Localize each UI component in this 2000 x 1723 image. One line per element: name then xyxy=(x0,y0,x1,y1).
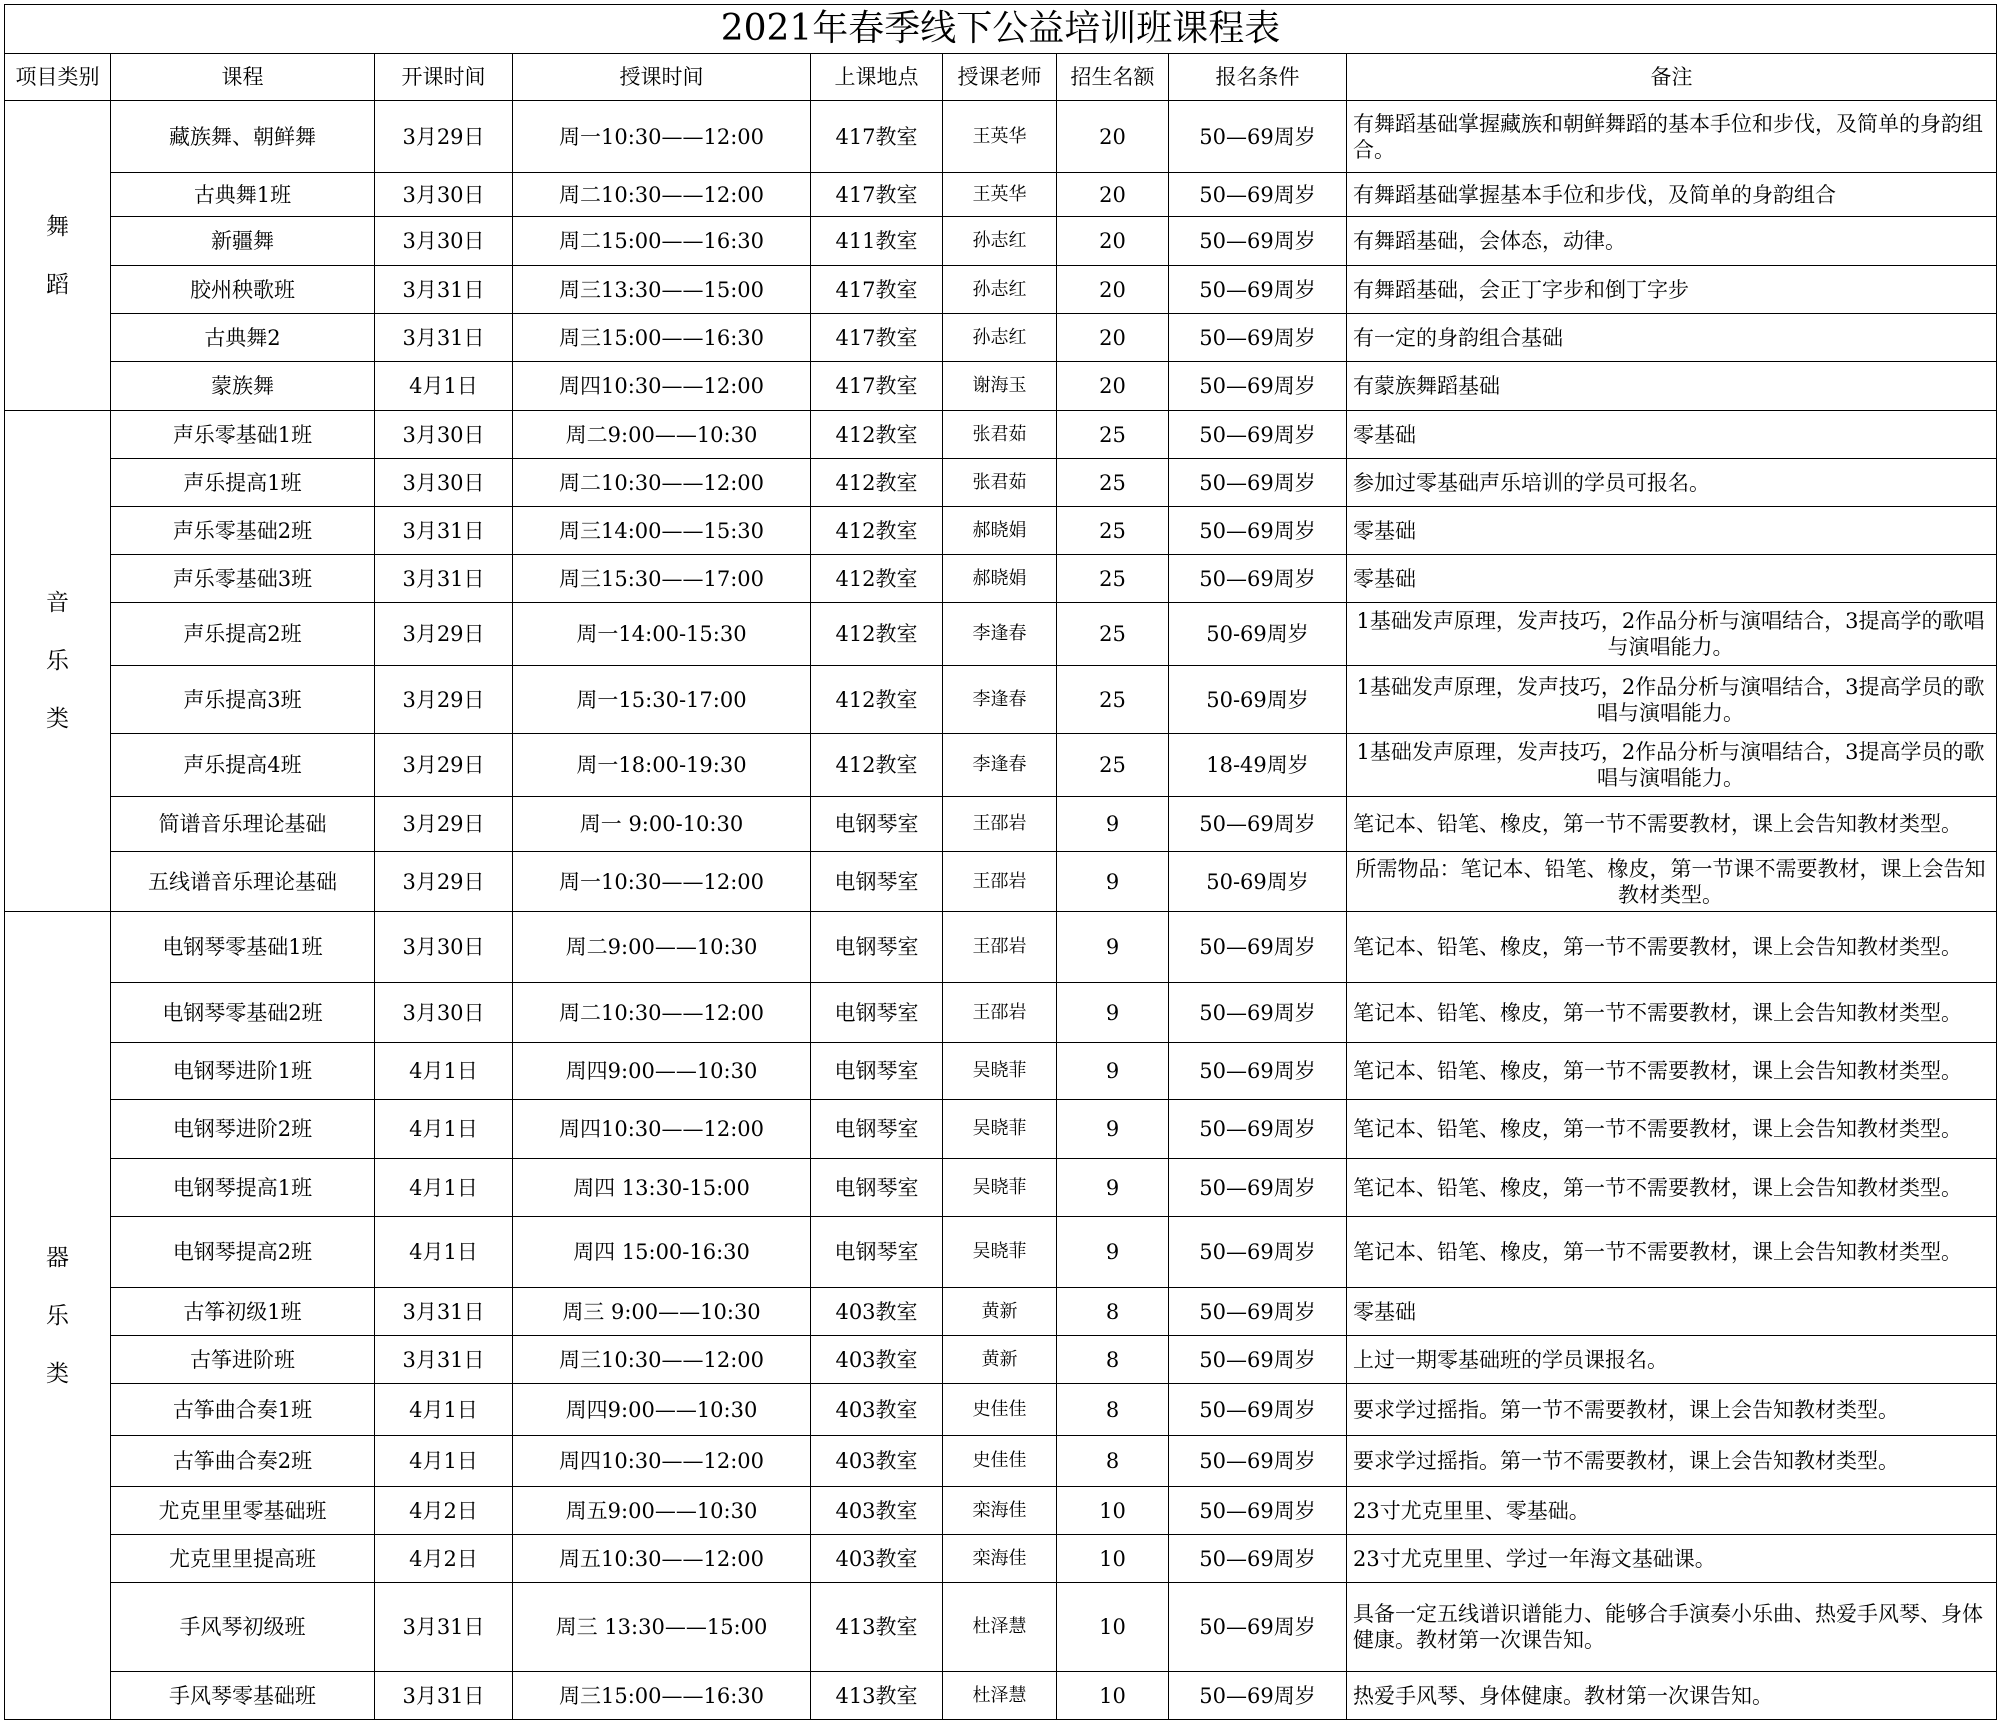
teacher-cell: 李逢春 xyxy=(943,734,1057,797)
quota-cell: 20 xyxy=(1057,217,1169,266)
class-time-cell: 周四10:30——12:00 xyxy=(513,362,811,411)
class-time-cell: 周三15:00——16:30 xyxy=(513,314,811,362)
table-row xyxy=(5,1159,1997,1217)
start-date-cell: 3月30日 xyxy=(375,912,513,983)
location-cell: 417教室 xyxy=(811,314,943,362)
schedule-sheet xyxy=(4,4,1996,1720)
quota-cell: 8 xyxy=(1057,1336,1169,1384)
requirement-cell: 50—69周岁 xyxy=(1169,797,1347,852)
teacher-cell: 杜泽慧 xyxy=(943,1583,1057,1672)
category-cell xyxy=(5,101,111,411)
quota-cell: 9 xyxy=(1057,1100,1169,1159)
course-cell: 古筝曲合奏1班 xyxy=(111,1384,375,1436)
requirement-cell: 50—69周岁 xyxy=(1169,1159,1347,1217)
table-row xyxy=(5,1672,1997,1720)
course-cell: 五线谱音乐理论基础 xyxy=(111,852,375,912)
course-cell: 尤克里里零基础班 xyxy=(111,1487,375,1535)
course-cell: 尤克里里提高班 xyxy=(111,1535,375,1583)
course-cell: 声乐提高1班 xyxy=(111,459,375,507)
start-date-cell: 3月29日 xyxy=(375,101,513,173)
quota-cell: 20 xyxy=(1057,101,1169,173)
category-char: 蹈 xyxy=(46,271,69,298)
class-time-cell: 周五9:00——10:30 xyxy=(513,1487,811,1535)
requirement-cell: 50—69周岁 xyxy=(1169,1100,1347,1159)
teacher-cell: 黄新 xyxy=(943,1288,1057,1336)
category-char: 音 xyxy=(46,590,69,616)
category-char: 舞 xyxy=(46,213,69,240)
quota-cell: 9 xyxy=(1057,797,1169,852)
start-date-cell: 3月31日 xyxy=(375,1288,513,1336)
start-date-cell: 3月31日 xyxy=(375,507,513,555)
course-cell: 电钢琴提高2班 xyxy=(111,1217,375,1288)
requirement-cell: 50—69周岁 xyxy=(1169,101,1347,173)
location-cell: 403教室 xyxy=(811,1487,943,1535)
notes-cell: 笔记本、铅笔、橡皮，第一节不需要教材，课上会告知教材类型。 xyxy=(1347,912,1997,983)
start-date-cell: 3月30日 xyxy=(375,411,513,459)
notes-cell: 有舞蹈基础，会正丁字步和倒丁字步 xyxy=(1347,266,1997,314)
requirement-cell: 50—69周岁 xyxy=(1169,1436,1347,1487)
course-cell: 电钢琴进阶1班 xyxy=(111,1043,375,1100)
course-cell: 电钢琴进阶2班 xyxy=(111,1100,375,1159)
header-class-time: 授课时间 xyxy=(513,54,811,101)
quota-cell: 25 xyxy=(1057,411,1169,459)
teacher-cell: 王邵岩 xyxy=(943,983,1057,1043)
teacher-cell: 王邵岩 xyxy=(943,797,1057,852)
category-cell xyxy=(5,411,111,912)
requirement-cell: 50—69周岁 xyxy=(1169,173,1347,217)
teacher-cell: 郝晓娟 xyxy=(943,555,1057,603)
notes-cell: 要求学过摇指。第一节不需要教材，课上会告知教材类型。 xyxy=(1347,1436,1997,1487)
class-time-cell: 周一14:00-15:30 xyxy=(513,603,811,666)
notes-cell: 1基础发声原理，发声技巧，2作品分析与演唱结合，3提高学员的歌唱与演唱能力。 xyxy=(1347,666,1997,734)
requirement-cell: 50—69周岁 xyxy=(1169,1583,1347,1672)
quota-cell: 25 xyxy=(1057,734,1169,797)
start-date-cell: 3月29日 xyxy=(375,603,513,666)
quota-cell: 9 xyxy=(1057,1159,1169,1217)
start-date-cell: 4月1日 xyxy=(375,362,513,411)
teacher-cell: 吴晓菲 xyxy=(943,1159,1057,1217)
location-cell: 412教室 xyxy=(811,666,943,734)
location-cell: 412教室 xyxy=(811,555,943,603)
header-notes: 备注 xyxy=(1347,54,1997,101)
start-date-cell: 3月31日 xyxy=(375,314,513,362)
class-time-cell: 周三13:30——15:00 xyxy=(513,266,811,314)
location-cell: 电钢琴室 xyxy=(811,1100,943,1159)
location-cell: 412教室 xyxy=(811,734,943,797)
teacher-cell: 张君茹 xyxy=(943,459,1057,507)
notes-cell: 参加过零基础声乐培训的学员可报名。 xyxy=(1347,459,1997,507)
quota-cell: 20 xyxy=(1057,173,1169,217)
course-cell: 声乐提高3班 xyxy=(111,666,375,734)
location-cell: 417教室 xyxy=(811,362,943,411)
quota-cell: 8 xyxy=(1057,1384,1169,1436)
table-row xyxy=(5,173,1997,217)
teacher-cell: 郝晓娟 xyxy=(943,507,1057,555)
requirement-cell: 50—69周岁 xyxy=(1169,1535,1347,1583)
requirement-cell: 50—69周岁 xyxy=(1169,912,1347,983)
teacher-cell: 史佳佳 xyxy=(943,1384,1057,1436)
class-time-cell: 周一 9:00-10:30 xyxy=(513,797,811,852)
notes-cell: 有蒙族舞蹈基础 xyxy=(1347,362,1997,411)
category-cell xyxy=(5,912,111,1720)
notes-cell: 有舞蹈基础掌握基本手位和步伐，及简单的身韵组合 xyxy=(1347,173,1997,217)
teacher-cell: 栾海佳 xyxy=(943,1535,1057,1583)
header-location: 上课地点 xyxy=(811,54,943,101)
start-date-cell: 3月31日 xyxy=(375,266,513,314)
notes-cell: 零基础 xyxy=(1347,411,1997,459)
location-cell: 412教室 xyxy=(811,603,943,666)
table-row xyxy=(5,603,1997,666)
quota-cell: 9 xyxy=(1057,852,1169,912)
quota-cell: 9 xyxy=(1057,1217,1169,1288)
location-cell: 412教室 xyxy=(811,507,943,555)
notes-cell: 热爱手风琴、身体健康。教材第一次课告知。 xyxy=(1347,1672,1997,1720)
teacher-cell: 谢海玉 xyxy=(943,362,1057,411)
start-date-cell: 3月31日 xyxy=(375,1583,513,1672)
notes-cell: 笔记本、铅笔、橡皮，第一节不需要教材，课上会告知教材类型。 xyxy=(1347,1159,1997,1217)
requirement-cell: 50—69周岁 xyxy=(1169,217,1347,266)
teacher-cell: 李逢春 xyxy=(943,603,1057,666)
class-time-cell: 周五10:30——12:00 xyxy=(513,1535,811,1583)
start-date-cell: 3月31日 xyxy=(375,1672,513,1720)
requirement-cell: 50—69周岁 xyxy=(1169,411,1347,459)
requirement-cell: 50—69周岁 xyxy=(1169,555,1347,603)
location-cell: 403教室 xyxy=(811,1535,943,1583)
class-time-cell: 周二10:30——12:00 xyxy=(513,459,811,507)
notes-cell: 零基础 xyxy=(1347,555,1997,603)
quota-cell: 8 xyxy=(1057,1436,1169,1487)
requirement-cell: 50—69周岁 xyxy=(1169,507,1347,555)
quota-cell: 10 xyxy=(1057,1583,1169,1672)
course-cell: 手风琴零基础班 xyxy=(111,1672,375,1720)
table-row xyxy=(5,1436,1997,1487)
location-cell: 412教室 xyxy=(811,411,943,459)
header-course: 课程 xyxy=(111,54,375,101)
notes-cell: 1基础发声原理，发声技巧，2作品分析与演唱结合，3提高学的歌唱与演唱能力。 xyxy=(1347,603,1997,666)
table-row xyxy=(5,507,1997,555)
start-date-cell: 3月30日 xyxy=(375,459,513,507)
start-date-cell: 3月30日 xyxy=(375,983,513,1043)
notes-cell: 有舞蹈基础，会体态，动律。 xyxy=(1347,217,1997,266)
course-cell: 电钢琴提高1班 xyxy=(111,1159,375,1217)
notes-cell: 有一定的身韵组合基础 xyxy=(1347,314,1997,362)
location-cell: 电钢琴室 xyxy=(811,912,943,983)
start-date-cell: 4月1日 xyxy=(375,1100,513,1159)
start-date-cell: 4月2日 xyxy=(375,1487,513,1535)
requirement-cell: 50—69周岁 xyxy=(1169,1288,1347,1336)
category-char: 类 xyxy=(46,1360,69,1387)
quota-cell: 10 xyxy=(1057,1672,1169,1720)
requirement-cell: 50—69周岁 xyxy=(1169,266,1347,314)
requirement-cell: 50—69周岁 xyxy=(1169,983,1347,1043)
header-row xyxy=(5,54,1997,101)
table-row xyxy=(5,411,1997,459)
table-row xyxy=(5,666,1997,734)
category-char: 器 xyxy=(46,1244,69,1271)
course-cell: 声乐提高2班 xyxy=(111,603,375,666)
table-row xyxy=(5,1217,1997,1288)
class-time-cell: 周三15:00——16:30 xyxy=(513,1672,811,1720)
location-cell: 411教室 xyxy=(811,217,943,266)
course-cell: 电钢琴零基础1班 xyxy=(111,912,375,983)
start-date-cell: 3月29日 xyxy=(375,852,513,912)
quota-cell: 10 xyxy=(1057,1535,1169,1583)
table-row xyxy=(5,852,1997,912)
quota-cell: 20 xyxy=(1057,266,1169,314)
table-row xyxy=(5,912,1997,983)
class-time-cell: 周四10:30——12:00 xyxy=(513,1436,811,1487)
table-row xyxy=(5,1043,1997,1100)
course-cell: 声乐零基础3班 xyxy=(111,555,375,603)
category-char: 乐 xyxy=(46,1302,69,1329)
class-time-cell: 周一18:00-19:30 xyxy=(513,734,811,797)
teacher-cell: 王邵岩 xyxy=(943,912,1057,983)
class-time-cell: 周一10:30——12:00 xyxy=(513,852,811,912)
notes-cell: 上过一期零基础班的学员课报名。 xyxy=(1347,1336,1997,1384)
class-time-cell: 周三 13:30——15:00 xyxy=(513,1583,811,1672)
class-time-cell: 周二10:30——12:00 xyxy=(513,983,811,1043)
course-cell: 手风琴初级班 xyxy=(111,1583,375,1672)
class-time-cell: 周三14:00——15:30 xyxy=(513,507,811,555)
start-date-cell: 3月29日 xyxy=(375,666,513,734)
table-row xyxy=(5,1288,1997,1336)
location-cell: 电钢琴室 xyxy=(811,1159,943,1217)
quota-cell: 25 xyxy=(1057,603,1169,666)
notes-cell: 零基础 xyxy=(1347,507,1997,555)
teacher-cell: 王邵岩 xyxy=(943,852,1057,912)
notes-cell: 笔记本、铅笔、橡皮，第一节不需要教材，课上会告知教材类型。 xyxy=(1347,983,1997,1043)
table-row xyxy=(5,734,1997,797)
course-cell: 古筝曲合奏2班 xyxy=(111,1436,375,1487)
start-date-cell: 3月30日 xyxy=(375,217,513,266)
class-time-cell: 周二15:00——16:30 xyxy=(513,217,811,266)
location-cell: 电钢琴室 xyxy=(811,1043,943,1100)
teacher-cell: 吴晓菲 xyxy=(943,1043,1057,1100)
location-cell: 电钢琴室 xyxy=(811,983,943,1043)
class-time-cell: 周四 15:00-16:30 xyxy=(513,1217,811,1288)
notes-cell: 具备一定五线谱识谱能力、能够合手演奏小乐曲、热爱手风琴、身体健康。教材第一次课告知。 xyxy=(1347,1583,1997,1672)
category-char: 乐 xyxy=(46,648,69,674)
course-cell: 电钢琴零基础2班 xyxy=(111,983,375,1043)
notes-cell: 有舞蹈基础掌握藏族和朝鲜舞蹈的基本手位和步伐，及简单的身韵组合。 xyxy=(1347,101,1997,173)
location-cell: 403教室 xyxy=(811,1336,943,1384)
notes-cell: 1基础发声原理，发声技巧，2作品分析与演唱结合，3提高学员的歌唱与演唱能力。 xyxy=(1347,734,1997,797)
location-cell: 403教室 xyxy=(811,1288,943,1336)
class-time-cell: 周二10:30——12:00 xyxy=(513,173,811,217)
table-row xyxy=(5,101,1997,173)
start-date-cell: 3月29日 xyxy=(375,797,513,852)
table-row xyxy=(5,1336,1997,1384)
table-row xyxy=(5,1487,1997,1535)
quota-cell: 25 xyxy=(1057,555,1169,603)
start-date-cell: 4月1日 xyxy=(375,1217,513,1288)
teacher-cell: 王英华 xyxy=(943,101,1057,173)
course-cell: 藏族舞、朝鲜舞 xyxy=(111,101,375,173)
course-cell: 古筝进阶班 xyxy=(111,1336,375,1384)
quota-cell: 20 xyxy=(1057,314,1169,362)
notes-cell: 笔记本、铅笔、橡皮，第一节不需要教材，课上会告知教材类型。 xyxy=(1347,1043,1997,1100)
course-cell: 古典舞1班 xyxy=(111,173,375,217)
requirement-cell: 50—69周岁 xyxy=(1169,314,1347,362)
teacher-cell: 孙志红 xyxy=(943,266,1057,314)
teacher-cell: 孙志红 xyxy=(943,217,1057,266)
course-cell: 声乐零基础1班 xyxy=(111,411,375,459)
start-date-cell: 3月30日 xyxy=(375,173,513,217)
start-date-cell: 3月31日 xyxy=(375,555,513,603)
table-row xyxy=(5,266,1997,314)
teacher-cell: 栾海佳 xyxy=(943,1487,1057,1535)
notes-cell: 所需物品：笔记本、铅笔、橡皮，第一节课不需要教材，课上会告知教材类型。 xyxy=(1347,852,1997,912)
table-row xyxy=(5,314,1997,362)
header-teacher: 授课老师 xyxy=(943,54,1057,101)
page-title: 2021年春季线下公益培训班课程表 xyxy=(5,5,1997,54)
quota-cell: 9 xyxy=(1057,983,1169,1043)
notes-cell: 笔记本、铅笔、橡皮，第一节不需要教材，课上会告知教材类型。 xyxy=(1347,797,1997,852)
requirement-cell: 50—69周岁 xyxy=(1169,1487,1347,1535)
teacher-cell: 李逢春 xyxy=(943,666,1057,734)
location-cell: 电钢琴室 xyxy=(811,797,943,852)
location-cell: 电钢琴室 xyxy=(811,1217,943,1288)
location-cell: 417教室 xyxy=(811,266,943,314)
header-requirement: 报名条件 xyxy=(1169,54,1347,101)
quota-cell: 25 xyxy=(1057,666,1169,734)
category-char: 类 xyxy=(46,706,69,732)
class-time-cell: 周四10:30——12:00 xyxy=(513,1100,811,1159)
table-row xyxy=(5,1100,1997,1159)
requirement-cell: 50—69周岁 xyxy=(1169,1217,1347,1288)
quota-cell: 25 xyxy=(1057,459,1169,507)
requirement-cell: 50—69周岁 xyxy=(1169,459,1347,507)
teacher-cell: 黄新 xyxy=(943,1336,1057,1384)
notes-cell: 要求学过摇指。第一节不需要教材，课上会告知教材类型。 xyxy=(1347,1384,1997,1436)
teacher-cell: 杜泽慧 xyxy=(943,1672,1057,1720)
quota-cell: 10 xyxy=(1057,1487,1169,1535)
requirement-cell: 50—69周岁 xyxy=(1169,1043,1347,1100)
course-cell: 简谱音乐理论基础 xyxy=(111,797,375,852)
requirement-cell: 50—69周岁 xyxy=(1169,1672,1347,1720)
location-cell: 417教室 xyxy=(811,101,943,173)
requirement-cell: 50-69周岁 xyxy=(1169,852,1347,912)
table-row xyxy=(5,555,1997,603)
table-row xyxy=(5,983,1997,1043)
schedule-table xyxy=(4,4,1997,1720)
notes-cell: 23寸尤克里里、学过一年海文基础课。 xyxy=(1347,1535,1997,1583)
notes-cell: 笔记本、铅笔、橡皮，第一节不需要教材，课上会告知教材类型。 xyxy=(1347,1217,1997,1288)
class-time-cell: 周四9:00——10:30 xyxy=(513,1384,811,1436)
teacher-cell: 吴晓菲 xyxy=(943,1217,1057,1288)
header-start-date: 开课时间 xyxy=(375,54,513,101)
course-cell: 蒙族舞 xyxy=(111,362,375,411)
class-time-cell: 周一15:30-17:00 xyxy=(513,666,811,734)
teacher-cell: 张君茹 xyxy=(943,411,1057,459)
location-cell: 412教室 xyxy=(811,459,943,507)
table-row xyxy=(5,362,1997,411)
course-cell: 胶州秧歌班 xyxy=(111,266,375,314)
start-date-cell: 4月2日 xyxy=(375,1535,513,1583)
requirement-cell: 50—69周岁 xyxy=(1169,1384,1347,1436)
class-time-cell: 周三 9:00——10:30 xyxy=(513,1288,811,1336)
location-cell: 403教室 xyxy=(811,1384,943,1436)
quota-cell: 25 xyxy=(1057,507,1169,555)
notes-cell: 笔记本、铅笔、橡皮，第一节不需要教材，课上会告知教材类型。 xyxy=(1347,1100,1997,1159)
requirement-cell: 50-69周岁 xyxy=(1169,666,1347,734)
class-time-cell: 周四9:00——10:30 xyxy=(513,1043,811,1100)
teacher-cell: 吴晓菲 xyxy=(943,1100,1057,1159)
start-date-cell: 4月1日 xyxy=(375,1384,513,1436)
start-date-cell: 4月1日 xyxy=(375,1159,513,1217)
notes-cell: 零基础 xyxy=(1347,1288,1997,1336)
start-date-cell: 3月31日 xyxy=(375,1336,513,1384)
table-row xyxy=(5,797,1997,852)
table-row xyxy=(5,1583,1997,1672)
location-cell: 403教室 xyxy=(811,1436,943,1487)
location-cell: 413教室 xyxy=(811,1672,943,1720)
class-time-cell: 周二9:00——10:30 xyxy=(513,912,811,983)
requirement-cell: 18-49周岁 xyxy=(1169,734,1347,797)
course-cell: 新疆舞 xyxy=(111,217,375,266)
location-cell: 417教室 xyxy=(811,173,943,217)
quota-cell: 9 xyxy=(1057,912,1169,983)
teacher-cell: 孙志红 xyxy=(943,314,1057,362)
location-cell: 电钢琴室 xyxy=(811,852,943,912)
requirement-cell: 50—69周岁 xyxy=(1169,1336,1347,1384)
quota-cell: 20 xyxy=(1057,362,1169,411)
course-cell: 声乐提高4班 xyxy=(111,734,375,797)
teacher-cell: 史佳佳 xyxy=(943,1436,1057,1487)
table-row xyxy=(5,1535,1997,1583)
table-row xyxy=(5,217,1997,266)
course-cell: 声乐零基础2班 xyxy=(111,507,375,555)
teacher-cell: 王英华 xyxy=(943,173,1057,217)
requirement-cell: 50—69周岁 xyxy=(1169,362,1347,411)
course-cell: 古筝初级1班 xyxy=(111,1288,375,1336)
start-date-cell: 4月1日 xyxy=(375,1043,513,1100)
table-row xyxy=(5,1384,1997,1436)
class-time-cell: 周四 13:30-15:00 xyxy=(513,1159,811,1217)
class-time-cell: 周一10:30——12:00 xyxy=(513,101,811,173)
notes-cell: 23寸尤克里里、零基础。 xyxy=(1347,1487,1997,1535)
course-cell: 古典舞2 xyxy=(111,314,375,362)
requirement-cell: 50-69周岁 xyxy=(1169,603,1347,666)
start-date-cell: 3月29日 xyxy=(375,734,513,797)
location-cell: 413教室 xyxy=(811,1583,943,1672)
class-time-cell: 周三15:30——17:00 xyxy=(513,555,811,603)
class-time-cell: 周二9:00——10:30 xyxy=(513,411,811,459)
quota-cell: 8 xyxy=(1057,1288,1169,1336)
start-date-cell: 4月1日 xyxy=(375,1436,513,1487)
class-time-cell: 周三10:30——12:00 xyxy=(513,1336,811,1384)
header-quota: 招生名额 xyxy=(1057,54,1169,101)
table-row xyxy=(5,459,1997,507)
quota-cell: 9 xyxy=(1057,1043,1169,1100)
header-category: 项目类别 xyxy=(5,54,111,101)
